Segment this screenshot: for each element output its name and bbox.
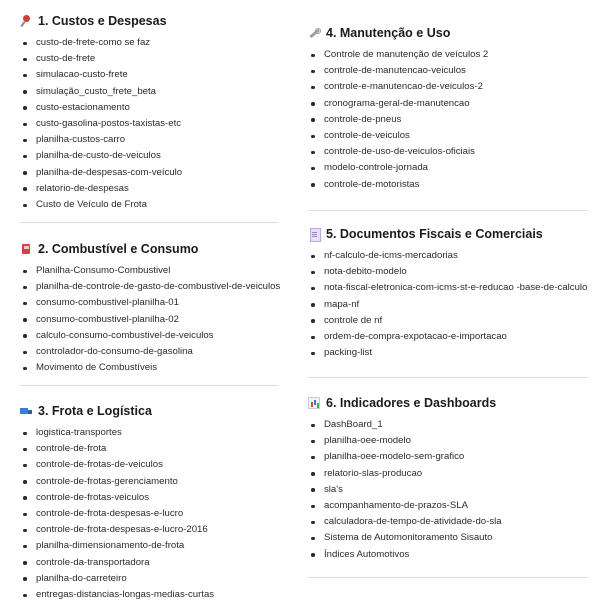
- item-list: [20, 35, 278, 213]
- list-item[interactable]: acompanhamento-de-prazos-SLA: [308, 498, 588, 514]
- item-list: [20, 425, 278, 600]
- list-item[interactable]: nota-debito-modelo: [308, 264, 588, 280]
- list-item[interactable]: Planilha-Consumo-Combustivel: [20, 263, 278, 279]
- section-divider: [20, 385, 278, 386]
- list-item[interactable]: Custo de Veículo de Frota: [20, 197, 278, 213]
- section-divider: [308, 210, 588, 211]
- list-item[interactable]: planilha-oee-modelo-sem-grafico: [308, 449, 588, 465]
- list-item[interactable]: custo-de-frete: [20, 51, 278, 67]
- bar-chart-icon: [308, 397, 320, 409]
- receipt-icon: [308, 228, 320, 240]
- list-item[interactable]: controle-de-frotas-de-veiculos: [20, 457, 278, 473]
- list-item[interactable]: nf-calculo-de-icms-mercadorias: [308, 248, 588, 264]
- list-item[interactable]: planilha-de-custo-de-veiculos: [20, 148, 278, 164]
- section-header: [20, 238, 278, 260]
- section-title: 3. Frota e Logística: [38, 404, 152, 418]
- section-manutencao-uso: [308, 22, 588, 193]
- section-header: [20, 10, 278, 32]
- section-divider: [308, 377, 588, 378]
- list-item[interactable]: logistica-transportes: [20, 425, 278, 441]
- list-item[interactable]: planilha-dimensionamento-de-frota: [20, 538, 278, 554]
- list-item[interactable]: entregas-distancias-longas-medias-curtas: [20, 587, 278, 600]
- list-item[interactable]: Sistema de Automonitoramento Sisauto: [308, 530, 588, 546]
- section-header: [308, 392, 588, 414]
- section-title: 1. Custos e Despesas: [38, 14, 167, 28]
- list-item[interactable]: consumo-combustivel-planilha-01: [20, 295, 278, 311]
- list-item[interactable]: custo-estacionamento: [20, 100, 278, 116]
- list-item[interactable]: controle-de-manutencao-veiculos: [308, 63, 588, 79]
- fuel-icon: [20, 243, 32, 255]
- list-item[interactable]: controle-de-frotas-veiculos: [20, 490, 278, 506]
- section-frota-logistica: [20, 400, 278, 600]
- section-indicadores-dashboards: [308, 392, 588, 563]
- list-item[interactable]: calculadora-de-tempo-de-atividade-do-sla: [308, 514, 588, 530]
- section-title: 5. Documentos Fiscais e Comerciais: [326, 227, 543, 241]
- pin-icon: [20, 15, 32, 27]
- item-list: [308, 248, 588, 361]
- section-documentos-fiscais: [308, 223, 588, 361]
- list-item[interactable]: consumo-combustivel-planilha-02: [20, 312, 278, 328]
- list-item[interactable]: custo-gasolina-postos-taxistas-etc: [20, 116, 278, 132]
- truck-icon: [20, 405, 32, 417]
- section-header: [308, 223, 588, 245]
- list-item[interactable]: Movimento de Combustíveis: [20, 360, 278, 376]
- list-item[interactable]: controle de nf: [308, 313, 588, 329]
- list-item[interactable]: controle-de-frota: [20, 441, 278, 457]
- section-divider: [308, 577, 588, 578]
- list-item[interactable]: planilha-do-carreteiro: [20, 571, 278, 587]
- list-item[interactable]: controle-e-manutencao-de-veiculos-2: [308, 79, 588, 95]
- list-item[interactable]: custo-de-frete-como se faz: [20, 35, 278, 51]
- list-item[interactable]: simulação_custo_frete_beta: [20, 84, 278, 100]
- section-divider: [20, 222, 278, 223]
- item-list: [308, 47, 588, 193]
- section-title: 6. Indicadores e Dashboards: [326, 396, 497, 410]
- list-item[interactable]: planilha-de-despesas-com-veículo: [20, 165, 278, 181]
- list-item[interactable]: planilha-de-controle-de-gasto-de-combustivel-de-veiculos: [20, 279, 278, 295]
- list-item[interactable]: planilha-custos-carro: [20, 132, 278, 148]
- list-item[interactable]: controle-de-motoristas: [308, 177, 588, 193]
- list-item[interactable]: DashBoard_1: [308, 417, 588, 433]
- list-item[interactable]: controle-de-frota-despesas-e-lucro: [20, 506, 278, 522]
- list-item[interactable]: controlador-do-consumo-de-gasolina: [20, 344, 278, 360]
- list-item[interactable]: controle-de-frotas-gerenciamento: [20, 474, 278, 490]
- list-item[interactable]: controle-da-transportadora: [20, 555, 278, 571]
- list-item[interactable]: controle-de-uso-de-veiculos-oficiais: [308, 144, 588, 160]
- section-header: [20, 400, 278, 422]
- section-header: [308, 22, 588, 44]
- item-list: [308, 417, 588, 563]
- section-title: 2. Combustível e Consumo: [38, 242, 199, 256]
- list-item[interactable]: nota-fiscal-eletronica-com-icms-st-e-reducao -base-de-calculo: [308, 280, 588, 296]
- list-item[interactable]: Controle de manutenção de veículos 2: [308, 47, 588, 63]
- section-custos-despesas: [20, 10, 278, 213]
- list-item[interactable]: controle-de-frota-despesas-e-lucro-2016: [20, 522, 278, 538]
- section-title: 4. Manutenção e Uso: [326, 26, 451, 40]
- list-item[interactable]: ordem-de-compra-expotacao-e-importacao: [308, 329, 588, 345]
- list-item[interactable]: controle-de-pneus: [308, 112, 588, 128]
- list-item[interactable]: sla's: [308, 482, 588, 498]
- list-item[interactable]: cronograma-geral-de-manutencao: [308, 96, 588, 112]
- list-item[interactable]: controle-de-veiculos: [308, 128, 588, 144]
- list-item[interactable]: modelo-controle-jornada: [308, 160, 588, 176]
- item-list: [20, 263, 281, 376]
- list-item[interactable]: mapa-nf: [308, 297, 588, 313]
- list-item[interactable]: Índices Automotivos: [308, 547, 588, 563]
- section-combustivel-consumo: [20, 238, 281, 376]
- list-item[interactable]: simulacao-custo-frete: [20, 67, 278, 83]
- wrench-icon: [308, 27, 320, 39]
- list-item[interactable]: relatorio-slas-producao: [308, 466, 588, 482]
- list-item[interactable]: calculo-consumo-combustivel-de-veiculos: [20, 328, 278, 344]
- list-item[interactable]: planilha-oee-modelo: [308, 433, 588, 449]
- list-item[interactable]: packing-list: [308, 345, 588, 361]
- list-item[interactable]: relatorio-de-despesas: [20, 181, 278, 197]
